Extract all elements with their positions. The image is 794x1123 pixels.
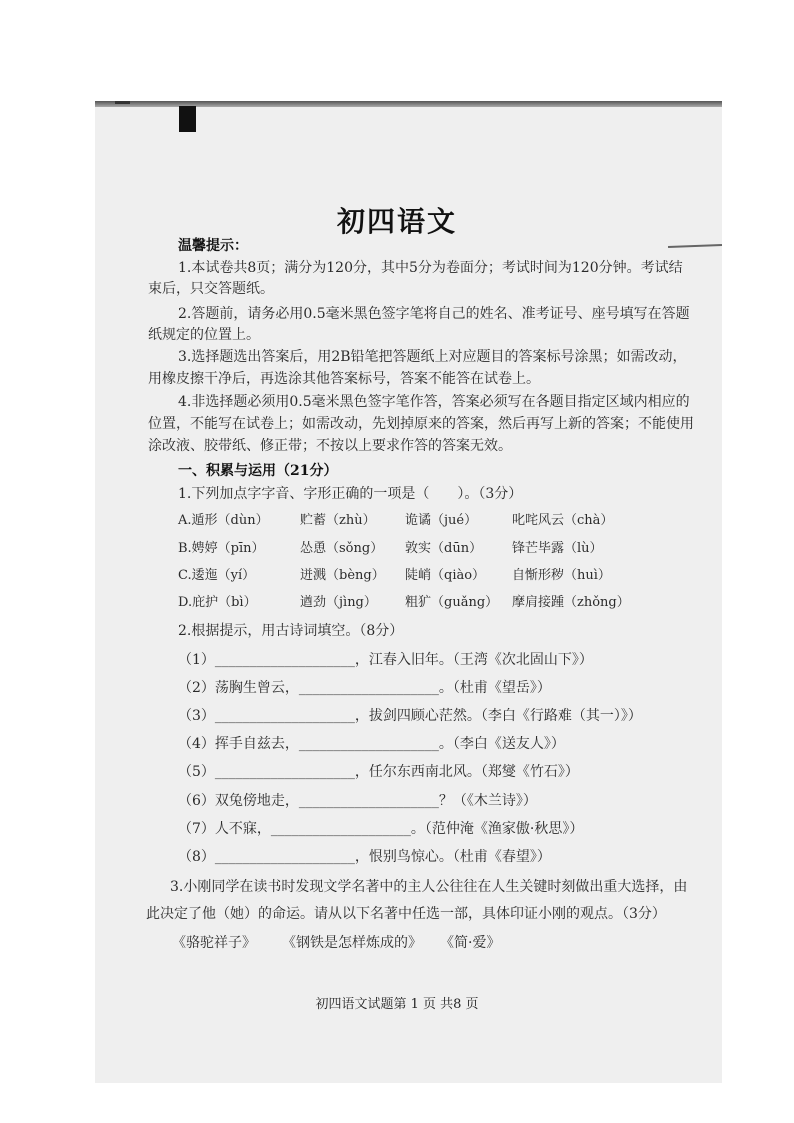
q1-option-d-term: 粗犷（guǎng） <box>405 595 499 610</box>
q1-option-d-term: 摩肩接踵（zhǒng） <box>512 595 630 610</box>
q1-option-a-term: 叱咤风云（chà） <box>512 513 614 528</box>
q2-item: （5）____________________，任尔东西南北风。（郑燮《竹石》） <box>178 764 579 780</box>
question-2-stem: 2.根据提示，用古诗词填空。（8分） <box>178 623 404 639</box>
q1-option-a-term: 诡谲（jué） <box>405 513 478 528</box>
q2-item: （3）____________________，拔剑四顾心茫然。（李白《行路难（其一）》） <box>178 708 642 724</box>
q1-option-a-term: 贮蓄（zhù） <box>300 513 376 528</box>
q1-option-c: C.逶迤（yí） <box>178 568 256 583</box>
tip-line: 纸规定的位置上。 <box>148 327 260 343</box>
tip-line: 位置，不能写在试卷上；如需改动，先划掉原来的答案，然后再写上新的答案；不能使用 <box>148 416 694 432</box>
tip-line: 1.本试卷共8页；满分为120分，其中5分为卷面分；考试时间为120分钟。考试结 <box>178 260 683 276</box>
tips-heading: 温馨提示： <box>178 238 248 254</box>
tip-line: 束后，只交答题纸。 <box>148 281 274 297</box>
scan-edge-mark <box>115 101 130 104</box>
q1-option-b: B.娉婷（pīn） <box>178 541 265 556</box>
tip-line: 4.非选择题必须用0.5毫米黑色签字笔作答，答案必须写在各题目指定区域内相应的 <box>178 394 690 410</box>
q3-book: 《钢铁是怎样炼成的》 <box>282 935 422 951</box>
q1-option-c-term: 陡峭（qiào） <box>405 568 486 583</box>
q1-option-c-term: 自惭形秽（huì） <box>512 568 611 583</box>
q2-item: （7）人不寐，____________________。（范仲淹《渔家傲·秋思》） <box>178 821 584 837</box>
q1-option-a: A.遁形（dùn） <box>178 513 269 528</box>
question-3-stem: 3.小刚同学在读书时发现文学名著中的主人公往往在人生关键时刻做出重大选择，由 <box>170 879 688 895</box>
question-1-stem: 1.下列加点字字音、字形正确的一项是（ ）。（3分） <box>178 486 523 502</box>
q2-item: （8）____________________，恨别鸟惊心。（杜甫《春望》） <box>178 849 551 865</box>
q2-item: （6）双兔傍地走，____________________？（《木兰诗》） <box>178 793 537 809</box>
question-3-stem: 此决定了他（她）的命运。请从以下名著中任选一部，具体印证小刚的观点。（3分） <box>146 906 666 922</box>
tip-line: 用橡皮擦干净后，再选涂其他答案标号，答案不能答在试卷上。 <box>148 371 540 387</box>
alignment-mark <box>179 106 196 132</box>
tip-line: 涂改液、胶带纸、修正带；不按以上要求作答的答案无效。 <box>148 438 512 454</box>
exam-title: 初四语文 <box>336 205 457 238</box>
section-heading: 一、积累与运用（21分） <box>178 463 338 479</box>
tip-line: 3.选择题选出答案后，用2B铅笔把答题纸上对应题目的答案标号涂黑；如需改动， <box>178 349 687 365</box>
q2-item: （2）荡胸生曾云，____________________。（杜甫《望岳》） <box>178 680 551 696</box>
q1-option-c-term: 迸溅（bèng） <box>300 568 385 583</box>
tip-line: 2.答题前，请务必用0.5毫米黑色签字笔将自己的姓名、准考证号、座号填写在答题 <box>178 306 690 322</box>
q1-option-d-term: 遒劲（jìng） <box>300 595 377 610</box>
q3-book: 《骆驼祥子》 <box>172 935 256 951</box>
q1-option-b-term: 锋芒毕露（lù） <box>512 541 603 556</box>
q1-option-b-term: 敦实（dūn） <box>405 541 483 556</box>
q2-item: （1）____________________，江春入旧年。（王湾《次北固山下》） <box>178 652 593 668</box>
q2-item: （4）挥手自兹去，____________________。（李白《送友人》） <box>178 736 565 752</box>
page-footer: 初四语文试题第 1 页 共8 页 <box>315 997 479 1012</box>
q1-option-b-term: 怂恿（sǒng） <box>300 541 384 556</box>
q1-option-d: D.庇护（bì） <box>178 595 257 610</box>
q3-book: 《简·爱》 <box>440 935 501 951</box>
